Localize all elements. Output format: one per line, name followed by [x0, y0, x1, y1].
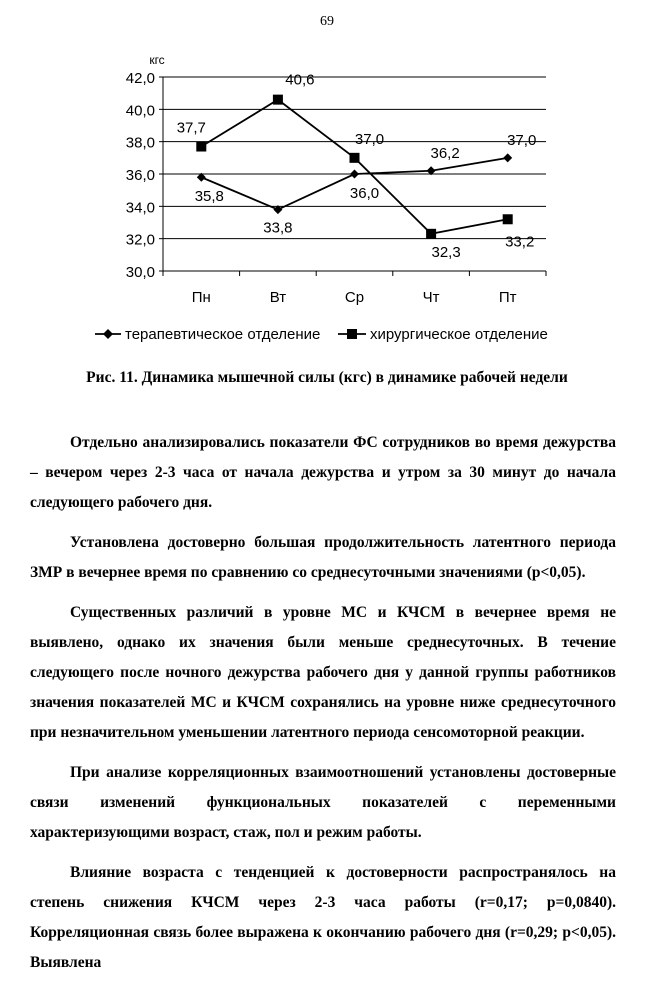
square-marker — [273, 95, 283, 105]
muscle-strength-chart — [0, 40, 654, 360]
y-tick-label: 36,0 — [125, 167, 155, 184]
data-label: 35,8 — [194, 188, 224, 206]
data-label: 37,0 — [354, 130, 385, 148]
data-label: 40,6 — [285, 71, 315, 89]
data-label: 33,2 — [505, 233, 535, 251]
y-tick-label: 38,0 — [125, 134, 155, 152]
page-number: 69 — [320, 14, 334, 29]
square-marker — [350, 153, 360, 163]
paragraph-1: Отдельно анализировались показатели ФС сотрудников во время дежурства – вечером через 2-3 часа от начала дежурства и утром за 30 минут до начала следующего рабочего дня. — [30, 434, 616, 511]
y-tick-label: 40,0 — [125, 102, 155, 120]
legend-diamond-marker — [103, 329, 113, 339]
data-label: 37,0 — [507, 131, 537, 149]
body-text — [30, 428, 616, 988]
diamond-marker — [350, 170, 359, 179]
y-tick-label: 32,0 — [125, 231, 155, 249]
y-tick-label: 34,0 — [125, 199, 155, 217]
data-label: 36,2 — [430, 144, 460, 162]
data-label: 33,8 — [263, 219, 293, 237]
x-tick-label: Ср — [344, 289, 365, 306]
square-marker — [426, 229, 436, 239]
paragraph-2: Установлена достоверно большая продолжительность латентного периода ЗМР в вечернее время по сравнению со среднесуточными значениями (p<0,05). — [30, 534, 616, 581]
data-label: 32,3 — [431, 243, 461, 261]
series-line-surgical — [201, 100, 507, 234]
diamond-marker — [503, 153, 512, 162]
data-label: 36,0 — [349, 185, 380, 202]
y-axis-unit: кгс — [149, 53, 165, 67]
figure-caption: Рис. 11. Динамика мышечной силы (кгс) в динамике рабочей недели — [86, 369, 568, 386]
legend-label-surgical: хирургическое отделение — [370, 326, 548, 343]
y-tick-label: 30,0 — [125, 264, 155, 281]
paragraph-4: При анализе корреляционных взаимоотношений установлены достоверные связи изменений функциональных показателей с переменными характеризующими возраст, стаж, пол и режим работы. — [30, 764, 616, 841]
x-tick-label: Чт — [422, 289, 440, 306]
legend-square-marker — [347, 329, 357, 339]
data-label: 37,7 — [176, 119, 206, 137]
paragraph-3: Существенных различий в уровне МС и КЧСМ в вечернее время не выявлено, однако их значения были меньше среднесуточных. В течение следующего после ночного дежурства рабочего дня у данной группы работников значения показателей МС и КЧСМ сохранялись на уровне ниже среднесуточного при незначительном уменьшении латентного периода сенсомоторной реакции. — [30, 604, 616, 741]
square-marker — [503, 214, 513, 224]
x-tick-label: Вт — [269, 289, 287, 306]
x-tick-label: Пн — [191, 289, 211, 306]
square-marker — [196, 142, 206, 152]
x-tick-label: Пт — [498, 289, 517, 306]
paragraph-5: Влияние возраста с тенденцией к достоверности распространялось на степень снижения КЧСМ через 2-3 часа работы (r=0,17; p=0,0840). Корреляционная связь более выражена к окончанию рабочего дня (r=0,29; p<0,05). Выявлена — [30, 864, 616, 971]
y-tick-label: 42,0 — [125, 70, 155, 87]
legend-label-therapeutic: терапевтическое отделение — [125, 326, 321, 343]
